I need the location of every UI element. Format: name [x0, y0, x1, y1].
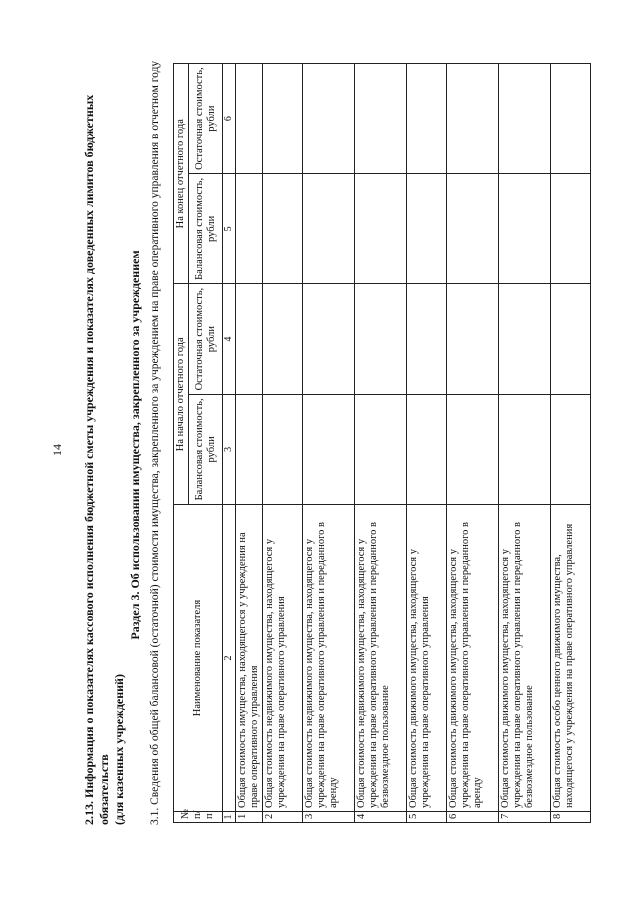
- table-row: [355, 64, 407, 823]
- cell-start-residual: [407, 284, 447, 394]
- cell-end-residual: [303, 64, 355, 174]
- col-number: 6: [223, 64, 236, 174]
- cell-start-balance: [236, 394, 263, 504]
- table-row: [303, 64, 355, 823]
- cell-end-residual: [355, 64, 407, 174]
- row-name: Общая стоимость недвижимого имущества, находящегося у учреждения на праве оперативного управления и переданного в аренду: [303, 505, 355, 812]
- row-name: Общая стоимость недвижимого имущества, находящегося у учреждения на праве оперативного управления: [263, 505, 303, 812]
- cell-start-balance: [407, 394, 447, 504]
- row-name: Общая стоимость недвижимого имущества, находящегося у учреждения на праве оперативного управления и переданного в безвозмездное пользование: [355, 505, 407, 812]
- cell-start-residual: [303, 284, 355, 394]
- cell-end-balance: [447, 174, 499, 284]
- table-row: [447, 64, 499, 823]
- table-row: [407, 64, 447, 823]
- row-number: 4: [355, 812, 407, 823]
- col-number: 4: [223, 284, 236, 394]
- section-title: Раздел 3. Об использовании имущества, закрепленного за учреждением: [128, 250, 142, 640]
- property-table: [173, 63, 591, 823]
- cell-end-balance: [499, 174, 551, 284]
- row-number: 5: [407, 812, 447, 823]
- heading-2-13: [82, 45, 127, 825]
- cell-start-residual: [447, 284, 499, 394]
- cell-end-residual: [499, 64, 551, 174]
- table-row: [263, 64, 303, 823]
- header-group-start: На начало отчетного года: [174, 284, 189, 505]
- row-number: 7: [499, 812, 551, 823]
- table-row: [236, 64, 263, 823]
- cell-start-balance: [303, 394, 355, 504]
- table-row: [551, 64, 591, 823]
- column-numbers-row: [223, 64, 236, 823]
- row-number: 1: [236, 812, 263, 823]
- header-no: № п/п: [174, 812, 223, 823]
- cell-end-residual: [236, 64, 263, 174]
- cell-start-residual: [236, 284, 263, 394]
- cell-end-balance: [303, 174, 355, 284]
- row-name: Общая стоимость имущества, находящегося у учреждения на праве оперативного управления: [236, 505, 263, 812]
- col-number: 1: [223, 812, 236, 823]
- header-name: Наименование показателя: [174, 505, 223, 812]
- table-row: [499, 64, 551, 823]
- cell-start-balance: [263, 394, 303, 504]
- cell-start-residual: [263, 284, 303, 394]
- cell-end-balance: [263, 174, 303, 284]
- header-end-balance: Балансовая стоимость, рубли: [189, 174, 223, 284]
- cell-end-balance: [355, 174, 407, 284]
- header-start-balance: Балансовая стоимость, рубли: [189, 394, 223, 504]
- row-number: 3: [303, 812, 355, 823]
- cell-end-residual: [447, 64, 499, 174]
- col-number: 3: [223, 394, 236, 504]
- cell-end-residual: [407, 64, 447, 174]
- header-start-residual: Остаточная стоимость, рубли: [189, 284, 223, 394]
- row-number: 2: [263, 812, 303, 823]
- cell-end-balance: [236, 174, 263, 284]
- col-number: 2: [223, 505, 236, 812]
- col-number: 5: [223, 174, 236, 284]
- row-name: Общая стоимость движимого имущества, находящегося у учреждения на праве оперативного управления и переданного в безвозмездное пользование: [499, 505, 551, 812]
- cell-start-residual: [551, 284, 591, 394]
- row-number: 6: [447, 812, 499, 823]
- heading-2-13-subtext: (для казенных учреждений): [112, 674, 126, 825]
- cell-start-balance: [499, 394, 551, 504]
- header-end-residual: Остаточная стоимость, рубли: [189, 64, 223, 174]
- row-number: 8: [551, 812, 591, 823]
- cell-start-residual: [355, 284, 407, 394]
- heading-2-13-text: 2.13. Информация о показателях кассового исполнения бюджетной сметы учреждения и показателях доведенных лимитов бюджетных обязательств: [82, 94, 111, 825]
- header-group-end: На конец отчетного года: [174, 64, 189, 285]
- row-name: Общая стоимость особо ценного движимого имущества, находящегося у учреждения на праве оперативного управления: [551, 505, 591, 812]
- row-name: Общая стоимость движимого имущества, находящегося у учреждения на праве оперативного управления: [407, 505, 447, 812]
- cell-end-residual: [551, 64, 591, 174]
- cell-end-residual: [263, 64, 303, 174]
- cell-start-balance: [551, 394, 591, 504]
- page-number: 14: [50, 444, 64, 456]
- cell-start-balance: [355, 394, 407, 504]
- cell-end-balance: [407, 174, 447, 284]
- cell-end-balance: [551, 174, 591, 284]
- cell-start-balance: [447, 394, 499, 504]
- cell-start-residual: [499, 284, 551, 394]
- subsection-3-1: 3.1. Сведения об общей балансовой (остаточной) стоимости имущества, закрепленного за учреждением на праве оперативного управления в отчетном году: [149, 60, 161, 825]
- row-name: Общая стоимость движимого имущества, находящегося у учреждения на праве оперативного управления и переданного в аренду: [447, 505, 499, 812]
